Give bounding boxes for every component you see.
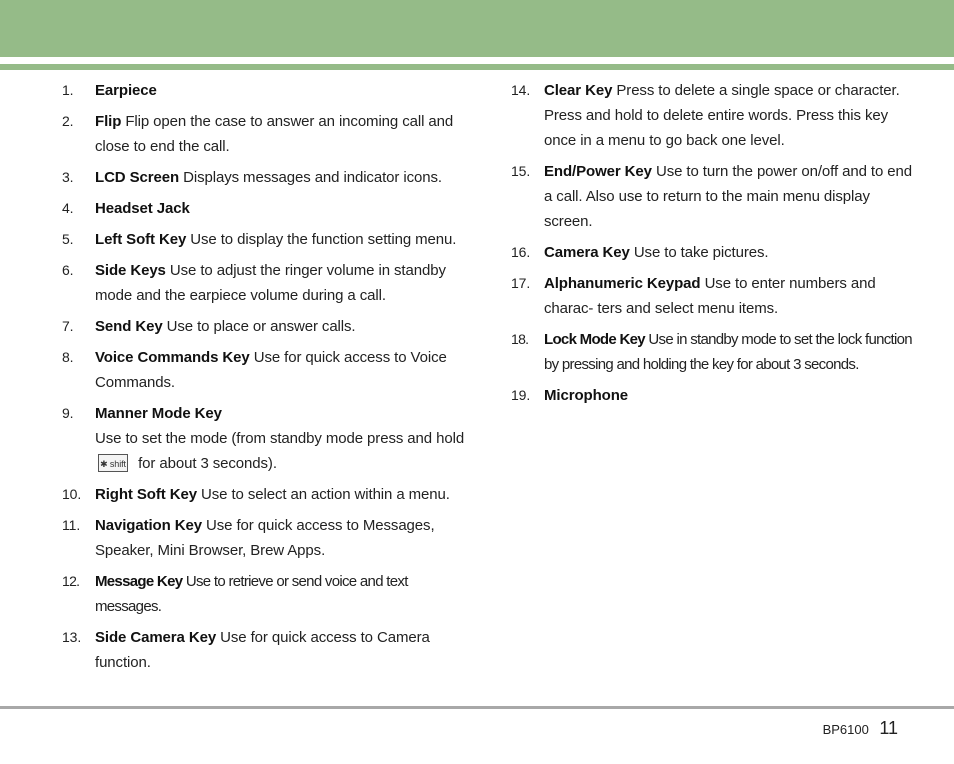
item-term: LCD Screen — [95, 169, 180, 186]
item-description-start: Use to set the mode (from standby mode press and hold — [95, 430, 465, 447]
item-description: Press to delete a single space or character. Press and hold to delete entire words. Press this key once in a menu to go back one level. — [544, 82, 900, 149]
item-number: 1. — [62, 82, 74, 98]
list-item-end-power-key — [511, 159, 921, 234]
model-name: BP6100 — [822, 722, 869, 737]
item-number: 16. — [511, 244, 531, 260]
list-item-navigation-key — [62, 513, 472, 563]
list-item-clear-key — [511, 78, 921, 153]
item-term: Earpiece — [95, 82, 157, 99]
item-number: 3. — [62, 169, 74, 185]
item-term: Alphanumeric Keypad — [544, 275, 701, 292]
header-band — [0, 0, 954, 57]
list-item-alphanumeric-keypad — [511, 271, 921, 321]
item-description: Use to take pictures. — [633, 244, 769, 261]
item-number: 17. — [511, 275, 531, 291]
item-term: Side Keys — [95, 262, 166, 279]
item-number: 11. — [62, 517, 81, 533]
item-description: Use in standby mode to set the lock function by pressing and holding the key for about 3 seconds. — [544, 331, 912, 373]
left-column — [62, 78, 472, 681]
item-number: 15. — [511, 163, 531, 179]
item-number: 18. — [511, 331, 529, 347]
item-term: Send Key — [95, 318, 163, 335]
list-item-manner-mode-key — [62, 401, 472, 476]
item-number: 8. — [62, 349, 74, 365]
item-term: End/Power Key — [544, 163, 652, 180]
item-term: Flip — [95, 113, 122, 130]
list-item-voice-commands-key — [62, 345, 472, 395]
item-term: Camera Key — [544, 244, 630, 261]
item-description — [95, 426, 472, 476]
item-number: 14. — [511, 82, 531, 98]
item-term: Clear Key — [544, 82, 613, 99]
page-footer — [823, 718, 898, 739]
footer-rule — [0, 706, 954, 709]
list-item-camera-key — [511, 240, 921, 265]
item-description: Use to adjust the ringer volume in standby mode and the earpiece volume during a call. — [95, 262, 446, 304]
item-description: Use for quick access to Camera function. — [95, 629, 430, 671]
item-term: Manner Mode Key — [95, 405, 222, 422]
item-term: Side Camera Key — [95, 629, 217, 646]
list-item-right-soft-key — [62, 482, 472, 507]
item-number: 5. — [62, 231, 74, 247]
item-description: Use to retrieve or send voice and text messages. — [95, 573, 408, 615]
item-number: 4. — [62, 200, 74, 216]
item-number: 12. — [62, 573, 80, 589]
item-description: Displays messages and indicator icons. — [183, 169, 442, 186]
header-stripe — [0, 64, 954, 70]
item-description: Use for quick access to Voice Commands. — [95, 349, 447, 391]
item-description: Use to place or answer calls. — [166, 318, 356, 335]
item-term: Microphone — [544, 387, 628, 404]
item-term: Right Soft Key — [95, 486, 197, 503]
item-description: Use for quick access to Messages, Speaker, Mini Browser, Brew Apps. — [95, 517, 435, 559]
item-description: Use to select an action within a menu. — [201, 486, 450, 503]
list-item-earpiece — [62, 78, 472, 103]
item-term: Headset Jack — [95, 200, 190, 217]
item-term: Left Soft Key — [95, 231, 187, 248]
item-description-end: for about 3 seconds). — [138, 455, 277, 472]
list-item-microphone — [511, 383, 921, 408]
list-item-message-key — [62, 569, 472, 619]
item-number: 7. — [62, 318, 74, 334]
item-number: 2. — [62, 113, 74, 129]
item-term: Message Key — [95, 573, 183, 590]
item-description: Use to turn the power on/off and to end a call. Also use to return to the main menu display screen. — [544, 163, 912, 230]
item-number: 19. — [511, 387, 531, 403]
list-item-send-key — [62, 314, 472, 339]
item-number: 13. — [62, 629, 82, 645]
right-column — [511, 78, 921, 414]
list-item-flip — [62, 109, 472, 159]
list-item-side-camera-key — [62, 625, 472, 675]
item-number: 10. — [62, 486, 82, 502]
page-number: 11 — [879, 718, 898, 738]
item-term: Voice Commands Key — [95, 349, 250, 366]
star-shift-key-icon: ✱ shift — [98, 454, 128, 472]
list-item-lock-mode-key — [511, 327, 921, 377]
item-description: Use to enter numbers and charac- ters and select menu items. — [544, 275, 876, 317]
item-number: 9. — [62, 405, 74, 421]
item-description: Flip open the case to answer an incoming call and close to end the call. — [95, 113, 454, 155]
item-term: Lock Mode Key — [544, 331, 645, 348]
list-item-headset-jack — [62, 196, 472, 221]
list-item-side-keys — [62, 258, 472, 308]
item-term: Navigation Key — [95, 517, 202, 534]
list-item-lcd-screen — [62, 165, 472, 190]
list-item-left-soft-key — [62, 227, 472, 252]
item-description: Use to display the function setting menu. — [190, 231, 457, 248]
item-number: 6. — [62, 262, 74, 278]
